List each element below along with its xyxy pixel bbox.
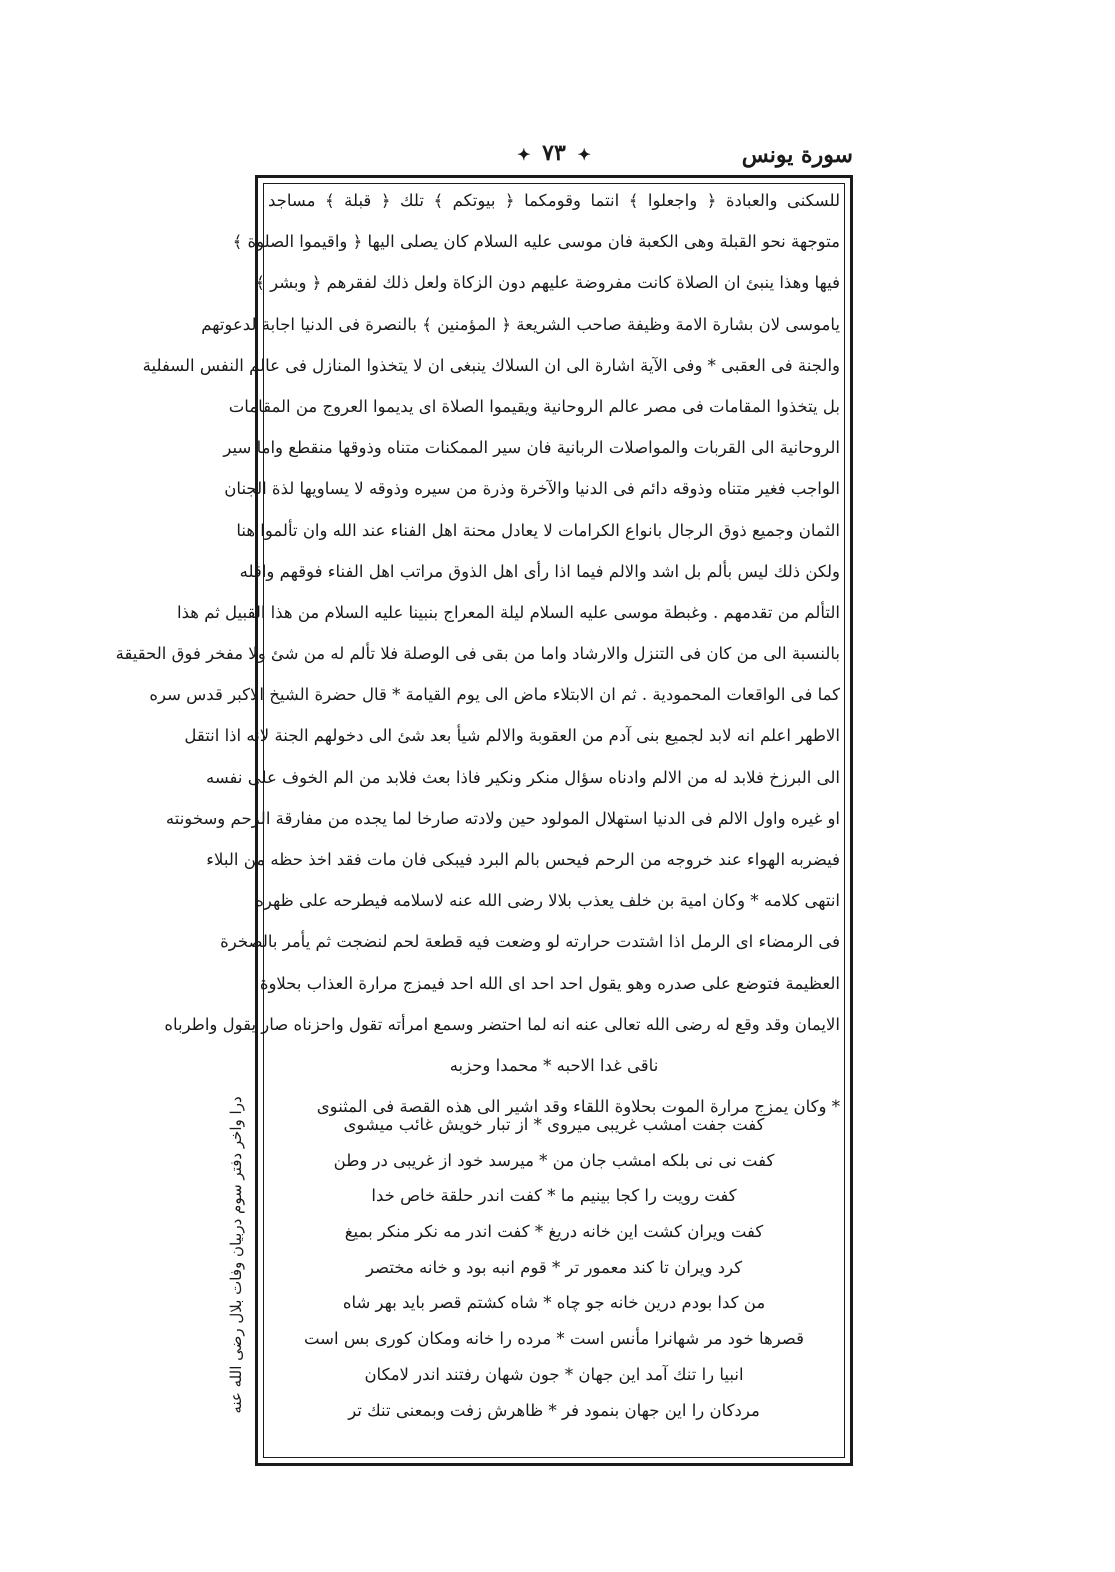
verse-line: كفت ويران كشت اين خانه دريغ * كفت اندر مه نكر منكر بميغ — [344, 1222, 764, 1242]
text-line: ولكن ذلك ليس بألم بل اشد والالم فيما اذا رأى اهل الذوق مراتب اهل الفناء فوقهم واقله — [239, 561, 840, 581]
verse-line: من كدا بودم درين خانه جو چاه * شاه كشتم قصر بايد بهر شاه — [342, 1293, 766, 1313]
verse-line: كفت نى نى بلكه امشب جان من * ميرسد خود از غريبى در وطن — [333, 1150, 775, 1170]
text-line: * وكان يمزج مرارة الموت بحلاوة اللقاء وقد اشير الى هذه القصة فى المثنوى — [316, 1097, 840, 1117]
text-line: العظيمة فتوضع على صدره وهو يقول احد احد اى الله احد فيمزج مرارة العذاب بحلاوة — [259, 973, 840, 993]
text-line: والجنة فى العقبى * وفى الآية اشارة الى ان السلاك ينبغى ان لا يتخذوا المنازل فى عالم النفس السفلية — [142, 355, 840, 375]
text-line: او غيره واول الالم فى الدنيا استهلال المولود حين ولادته صارخا لما يجده من مفارقة الرحم وسخونته — [165, 808, 840, 828]
text-line: انتهى كلامه * وكان امية بن خلف يعذب بلالا رضى الله عنه لاسلامه فيطرحه على ظهره — [255, 891, 840, 911]
verse-line: كرد ويران تا كند معمور تر * قوم انبه بود و خانه مختصر — [365, 1257, 743, 1277]
text-line: فيها وهذا ينبئ ان الصلاة كانت مفروضة عليهم دون الزكاة ولعل ذلك لفقرهم ﴿ وبشر ﴾ — [255, 273, 840, 293]
ornament-left-icon: ✦ — [517, 145, 531, 164]
verse-line: قصرها خود مر شهانرا مأنس است * مرده را خانه ومكان كورى بس است — [303, 1329, 805, 1349]
verse-line: كفت جفت امشب غريبى ميروى * از تبار خويش غائب ميشوى — [343, 1115, 765, 1134]
ornament-right-icon: ✦ — [577, 145, 591, 164]
text-line: متوجهة نحو القبلة وهى الكعبة فان موسى عليه السلام كان يصلى اليها ﴿ واقيموا الصلوة ﴾ — [232, 232, 840, 252]
page-number: ٧٣ — [542, 140, 566, 166]
page-number-group — [513, 140, 595, 166]
verse-line: كفت رويت را كجا بينيم ما * كفت اندر حلقة خاص خدا — [371, 1186, 737, 1206]
text-line: الاطهر اعلم انه لابد لجميع بنى آدم من العقوبة والالم شيأ بعد شئ الى دخولهم الجنة لانه اذا انتقل — [184, 726, 840, 746]
text-line: الى البرزخ فلابد له من الالم وادناه سؤال منكر ونكير فاذا بعث فلابد من الم الخوف على نفسه — [205, 767, 840, 787]
mathnawi-verses — [268, 1107, 840, 1428]
surah-title: سورة يونس — [741, 142, 853, 168]
page-header — [255, 140, 853, 174]
body-text — [115, 180, 840, 1127]
text-line: الثمان وجميع ذوق الرجال بانواع الكرامات لا يعادل محنة اهل الفناء عند الله وان تألموا هنا — [236, 520, 840, 540]
margin-note — [227, 1096, 245, 1414]
margin-note-text: درا واخر دفتر سوم دربيان وفات بلال رضى الله عنه — [227, 1096, 245, 1414]
text-line: فيضربه الهواء عند خروجه من الرحم فيحس بالم البرد فيبكى فان مات فقد اخذ حظه من البلاء — [206, 850, 840, 869]
text-line: الروحانية الى القربات والمواصلات الربانية فان سير الممكنات متناه وذوقها منقطع واما سير — [223, 438, 840, 458]
text-line: بل يتخذوا المقامات فى مصر عالم الروحانية ويقيموا الصلاة اى يديموا العروج من المقامات — [228, 396, 840, 416]
verse-line: انبيا را تنك آمد اين جهان * جون شهان رفتند اندر لامكان — [364, 1364, 744, 1384]
text-line: للسكنى والعبادة ﴿ واجعلوا ﴾ انتما وقومكما ﴿ بيوتكم ﴾ تلك ﴿ قبلة ﴾ مساجد — [268, 191, 840, 210]
text-line: كما فى الواقعات المحمودية . ثم ان الابتلاء ماض الى يوم القيامة * قال حضرة الشيخ الاكبر قدس سره — [149, 685, 840, 705]
text-line: الواجب فغير متناه وذوقه دائم فى الدنيا والآخرة وذرة من سيره وذوقه لا يساويها لذة الجنان — [224, 479, 840, 499]
text-line: فى الرمضاء اى الرمل اذا اشتدت حرارته لو وضعت فيه قطعة لحم لنضجت ثم يأمر بالصخرة — [220, 932, 840, 952]
poem-hemistich-line: ناقى غدا الاحبه * محمدا وحزبه — [449, 1055, 659, 1075]
verse-line: مردكان را اين جهان بنمود فر * ظاهرش زفت وبمعنى تنك تر — [348, 1400, 760, 1420]
text-line: التألم من تقدمهم . وغبطة موسى عليه السلام ليلة المعراج بنبينا عليه السلام من هذا القبيل ثم هذا — [177, 602, 840, 622]
text-line: ياموسى لان بشارة الامة وظيفة صاحب الشريعة ﴿ المؤمنين ﴾ بالنصرة فى الدنيا اجابة لدعوتهم — [201, 314, 840, 334]
text-line: الايمان وقد وقع له رضى الله تعالى عنه انه لما احتضر وسمع امرأته تقول واحزناه صار يقول واطرباه — [164, 1014, 840, 1034]
text-line: بالنسبة الى من كان فى التنزل والارشاد واما من بقى فى الوصلة فلا تألم له من شئ ولا مفخر فوق الحقيقة — [115, 644, 840, 664]
